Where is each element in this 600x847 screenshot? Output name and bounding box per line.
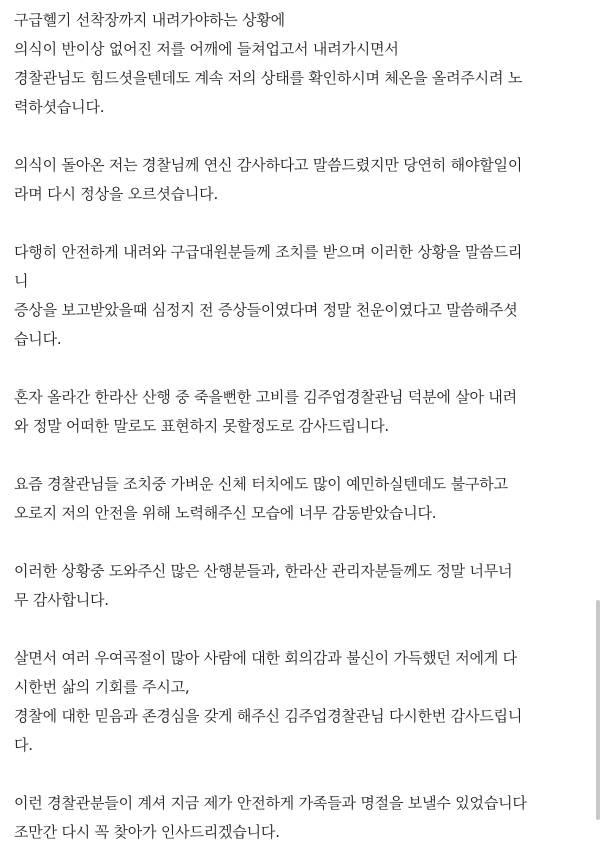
text-line: 의식이 반이상 없어진 저를 어깨에 들쳐업고서 내려가시면서 (14, 40, 399, 58)
text-line: 요즘 경찰관님들 조치중 가벼운 신체 터치에도 많이 예민하실텐데도 불구하고 (14, 475, 508, 493)
text-line: 습니다. (14, 330, 62, 348)
paragraph-gap (14, 354, 586, 383)
text-line: 조만간 다시 꼭 찾아가 인사드리겠습니다. (14, 823, 280, 841)
text-line: 경찰관님도 힘드셧을텐데도 계속 저의 상태를 확인하시며 체온을 올려주시려 노 (14, 69, 523, 87)
paragraph (14, 789, 586, 847)
paragraph (14, 557, 586, 615)
text-line: 살면서 여러 우여곡절이 많아 사람에 대한 회의감과 불신이 가득했던 저에게 다 (14, 649, 517, 667)
paragraph (14, 470, 586, 528)
text-line: 라며 다시 정상을 오르셧습니다. (14, 185, 219, 203)
paragraph-gap (14, 122, 586, 151)
text-line: 다. (14, 736, 33, 754)
text-line: 이러한 상황중 도와주신 많은 산행분들과, 한라산 관리자분들께도 정말 너무너 (14, 562, 513, 580)
text-line: 증상을 보고받았을때 심정지 전 증상들이였다며 정말 천운이였다고 말씀해주셧 (14, 301, 518, 319)
text-line: 와 정말 어떠한 말로도 표현하지 못할정도로 감사드립니다. (14, 417, 389, 435)
paragraph-gap (14, 760, 586, 789)
paragraph-gap (14, 528, 586, 557)
text-line: 다행히 안전하게 내려와 구급대원분들께 조치를 받으며 이러한 상황을 말씀드리 (14, 243, 523, 261)
paragraph (14, 383, 586, 441)
text-line: 구급헬기 선착장까지 내려가야하는 상황에 (14, 11, 285, 29)
paragraph (14, 6, 586, 122)
text-line: 경찰에 대한 믿음과 존경심을 갖게 해주신 김주업경찰관님 다시한번 감사드립니 (14, 707, 523, 725)
text-line: 의식이 돌아온 저는 경찰님께 연신 감사하다고 말씀드렸지만 당연히 해야할일이 (14, 156, 523, 174)
text-line: 력하셧습니다. (14, 98, 105, 116)
text-line: 니 (14, 272, 29, 290)
paragraph (14, 644, 586, 760)
text-line: 혼자 올라간 한라산 산행 중 죽을뻔한 고비를 김주업경찰관님 덕분에 살아 내려 (14, 388, 517, 406)
paragraph-gap (14, 209, 586, 238)
text-line: 무 감사합니다. (14, 591, 109, 609)
letter-body (14, 6, 586, 847)
vertical-scrollbar[interactable] (596, 600, 600, 820)
text-line: 시한번 삶의 기회를 주시고, (14, 678, 190, 696)
paragraph (14, 151, 586, 209)
paragraph-gap (14, 615, 586, 644)
paragraph-gap (14, 441, 586, 470)
paragraph (14, 238, 586, 354)
text-line: 오로지 저의 안전을 위해 노력해주신 모습에 너무 감동받았습니다. (14, 504, 437, 522)
text-line: 이런 경찰관분들이 계셔 지금 제가 안전하게 가족들과 명절을 보낼수 있었습니다 (14, 794, 527, 812)
